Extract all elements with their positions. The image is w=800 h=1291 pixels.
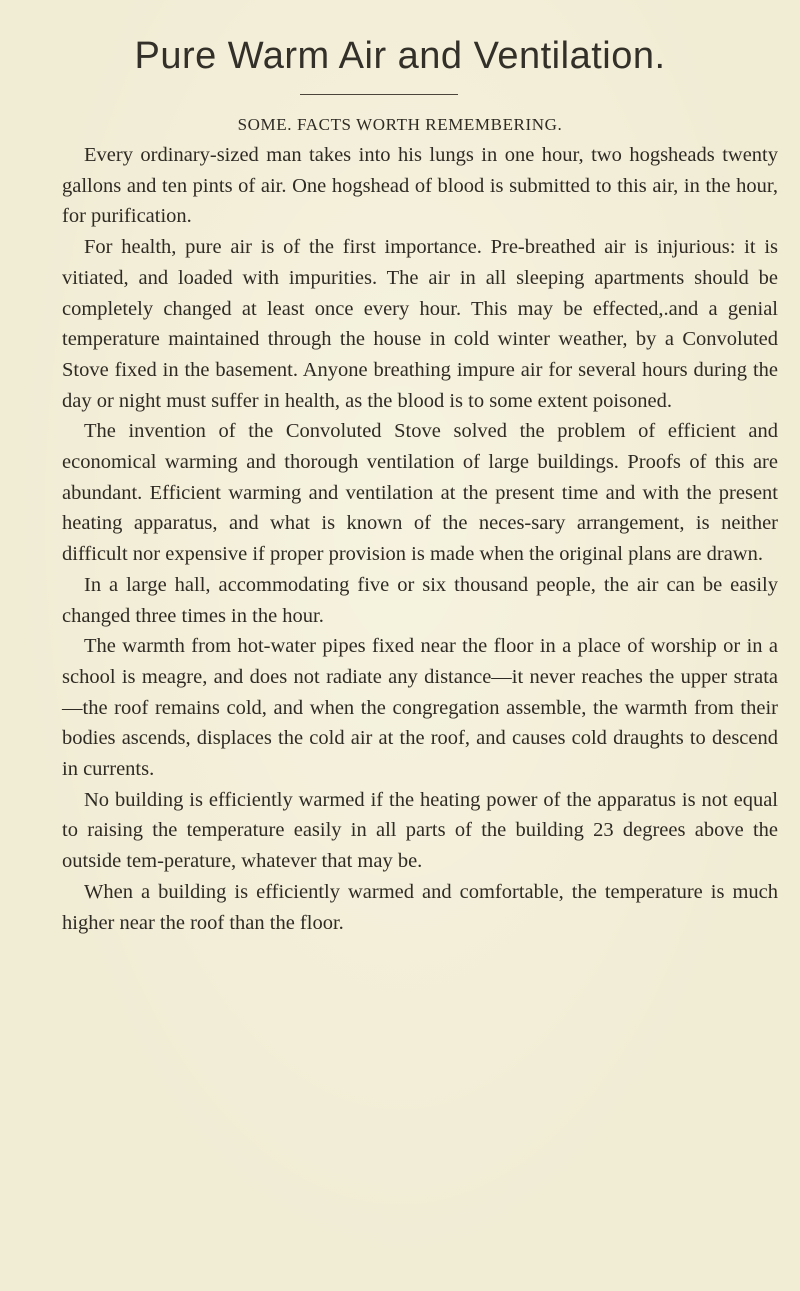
paragraph: The warmth from hot-water pipes fixed near the floor in a place of worship or in a school is meagre, and does not radiate any distance—it never reaches the upper strata—the roof remains cold, and when the congregation assemble, the warmth from their bodies ascends, displaces the cold air at the roof, and causes cold draughts to descend in currents.	[62, 635, 778, 781]
page-title: Pure Warm Air and Ventilation.	[134, 35, 666, 77]
paragraph: Every ordinary-sized man takes into his lungs in one hour, two hogsheads twenty gallons and ten pints of air. One hogshead of blood is submitted to this air, in the hour, for purification.	[62, 144, 778, 228]
paragraph: No building is efficiently warmed if the heating power of the apparatus is not equal to raising the temperature easily in all parts of the building 23 degrees above the outside tem-perature, whatever that may be.	[62, 788, 778, 873]
body-text	[62, 140, 778, 938]
paragraph: In a large hall, accommodating five or six thousand people, the air can be easily changed three times in the hour.	[62, 573, 778, 627]
paragraph: The invention of the Convoluted Stove solved the problem of efficient and economical warming and thorough ventilation of large buildings. Proofs of this are abundant. Efficient warming and ventilation at the present time and with the present heating apparatus, and what is known of the neces-sary arrangement, is neither difficult nor expensive if proper provision is made when the original plans are drawn.	[62, 420, 778, 566]
section-heading: SOME. FACTS WORTH REMEMBERING.	[237, 115, 563, 134]
title-divider	[300, 94, 458, 95]
paragraph: For health, pure air is of the first importance. Pre-breathed air is injurious: it is vitiated, and loaded with impurities. The air in all sleeping apartments should be completely changed at least once every hour. This may be effected,.and a genial temperature maintained through the house in cold winter weather, by a Convoluted Stove fixed in the basement. Anyone breathing impure air for several hours during the day or night must suffer in health, as the blood is to some extent poisoned.	[62, 236, 778, 412]
paragraph: When a building is efficiently warmed and comfortable, the temperature is much higher near the roof than the floor.	[62, 880, 778, 934]
